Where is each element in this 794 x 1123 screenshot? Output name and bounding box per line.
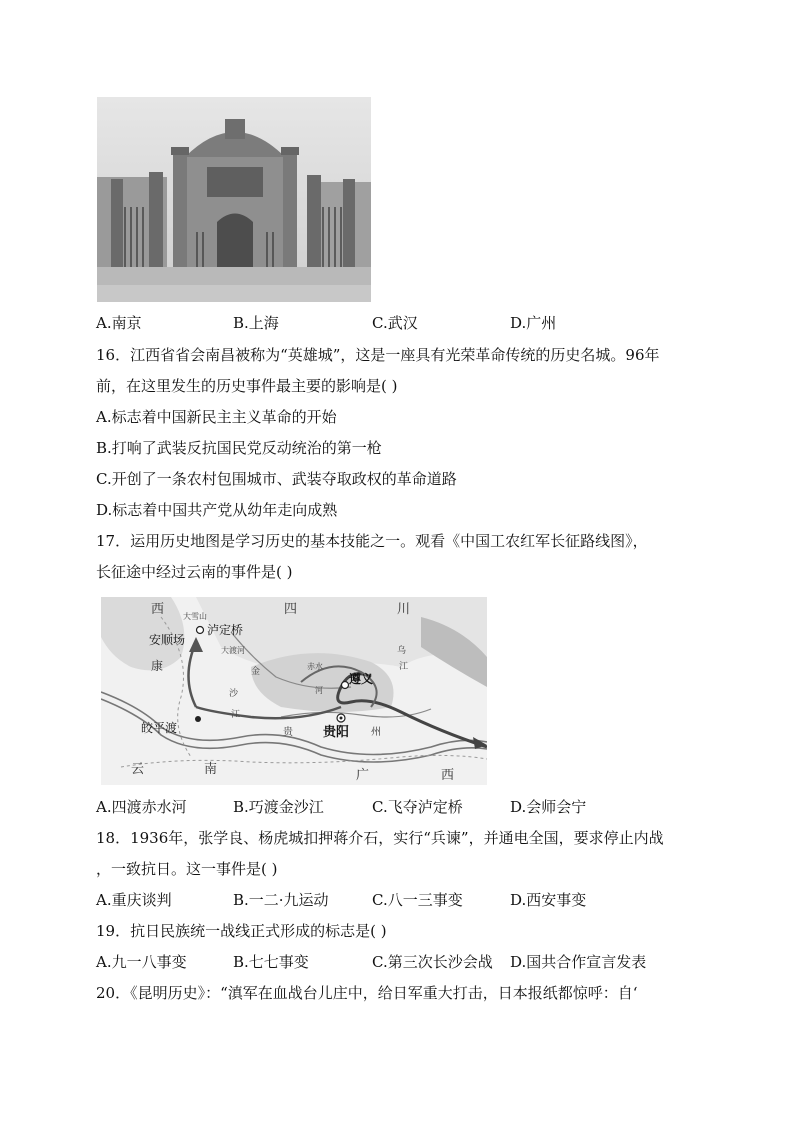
q18-stem-line2: ，一致抗日。这一事件是( ) <box>96 860 278 878</box>
q19-option-c[interactable]: C.第三次长沙会战 <box>372 953 493 971</box>
map-label-guang: 广 <box>356 768 370 783</box>
map-label-jin: 金 <box>251 667 261 677</box>
q17-stem-line1: 17．运用历史地图是学习历史的基本技能之一。观看《中国工农红军长征路线图》， <box>96 532 648 550</box>
q18-option-a[interactable]: A.重庆谈判 <box>96 891 172 909</box>
map-label-anshunchang: 安顺场 <box>149 633 186 647</box>
q19-option-d[interactable]: D.国共合作宣言发表 <box>510 953 647 971</box>
map-label-chuan: 川 <box>397 602 411 617</box>
question-15-photo <box>97 97 371 302</box>
q18-option-d[interactable]: D.西安事变 <box>510 891 587 909</box>
map-label-xi2: 西 <box>441 768 455 783</box>
map-label-ludingqiao: 泸定桥 <box>207 623 244 637</box>
q18-option-c[interactable]: C.八一三事变 <box>372 891 463 909</box>
map-svg <box>101 597 487 785</box>
map-label-jiaopingdu: 皎平渡 <box>141 721 178 735</box>
map-label-si: 四 <box>284 602 298 617</box>
map-label-zunyi: 遵义 <box>349 672 374 686</box>
map-label-xi: 西 <box>151 602 165 617</box>
map-label-nan: 南 <box>204 762 218 777</box>
map-label-daxueshan: 大雪山 <box>183 612 207 621</box>
q17-option-d[interactable]: D.会师会宁 <box>510 798 587 816</box>
map-label-gui: 贵 <box>283 727 293 738</box>
q16-option-d[interactable]: D.标志着中国共产党从幼年走向成熟 <box>96 501 338 519</box>
q16-stem-line1: 16．江西省省会南昌被称为“英雄城”，这是一座具有光荣革命传统的历史名城。96年 <box>96 346 660 364</box>
map-label-wu: 乌 <box>397 646 407 656</box>
map-label-sha: 沙 <box>229 689 239 699</box>
q18-stem-line1: 18．1936年，张学良、杨虎城扣押蒋介石，实行“兵谏”，并通电全国，要求停止内战 <box>96 829 664 847</box>
q19-option-a[interactable]: A.九一八事变 <box>96 953 187 971</box>
map-label-yun: 云 <box>131 762 145 777</box>
q15-option-c[interactable]: C.武汉 <box>372 314 418 332</box>
map-label-kang: 康 <box>151 659 164 673</box>
q16-option-b[interactable]: B.打响了武装反抗国民党反动统治的第一枪 <box>96 439 382 457</box>
map-label-guiyang: 贵阳 <box>323 725 350 740</box>
q18-option-b[interactable]: B.一二·九运动 <box>233 891 329 909</box>
map-label-zhou: 州 <box>371 727 381 738</box>
church-building-illustration <box>97 97 371 302</box>
map-label-jiang2: 江 <box>399 662 409 672</box>
map-label-jiang: 江 <box>231 710 241 720</box>
q15-option-b[interactable]: B.上海 <box>233 314 279 332</box>
long-march-route-map <box>101 597 487 785</box>
q15-option-d[interactable]: D.广州 <box>510 314 557 332</box>
q17-option-b[interactable]: B.巧渡金沙江 <box>233 798 324 816</box>
map-label-chishui: 赤水 <box>307 662 323 671</box>
map-label-daduhe: 大渡河 <box>221 646 245 655</box>
q16-option-c[interactable]: C.开创了一条农村包围城市、武装夺取政权的革命道路 <box>96 470 457 488</box>
q19-stem-line1: 19．抗日民族统一战线正式形成的标志是( ) <box>96 922 387 940</box>
q15-option-a[interactable]: A.南京 <box>96 314 142 332</box>
q17-stem-line2: 长征途中经过云南的事件是( ) <box>96 563 293 581</box>
q19-option-b[interactable]: B.七七事变 <box>233 953 309 971</box>
q20-stem-line1: 20．《昆明历史》：“滇军在血战台儿庄中，给日军重大打击，日本报纸都惊呼：自‘ <box>96 984 638 1002</box>
map-label-he: 河 <box>315 686 323 695</box>
q16-option-a[interactable]: A.标志着中国新民主主义革命的开始 <box>96 408 337 426</box>
q17-option-a[interactable]: A.四渡赤水河 <box>96 798 187 816</box>
q17-option-c[interactable]: C.飞夺泸定桥 <box>372 798 463 816</box>
q16-stem-line2: 前，在这里发生的历史事件最主要的影响是( ) <box>96 377 398 395</box>
